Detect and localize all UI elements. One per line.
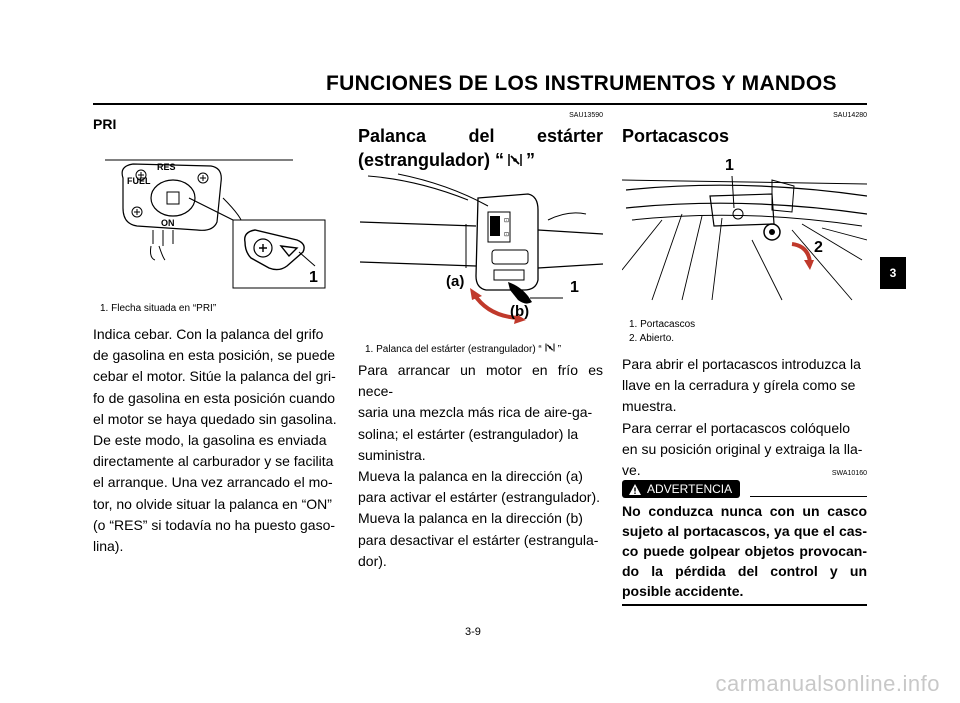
direction-a-label: (a) bbox=[446, 273, 465, 290]
page-number: 3-9 bbox=[465, 626, 481, 638]
warning-triangle-icon bbox=[628, 483, 642, 496]
body-line: Mueva la palanca en la dirección (a) bbox=[358, 468, 583, 485]
body-line: para activar el estárter (estrangulador). bbox=[358, 489, 600, 506]
body-line: Para arrancar un motor en frío es nece- bbox=[358, 362, 603, 400]
heading-text: ” bbox=[526, 150, 536, 170]
body-line: ve. bbox=[622, 462, 641, 479]
body-line: Para abrir el portacascos introduzca la bbox=[622, 356, 861, 372]
callout-1: 1 bbox=[570, 279, 579, 296]
warning-line: co puede golpear objetos provocan- bbox=[622, 543, 867, 559]
body-line: en su posición original y extraiga la lla- bbox=[622, 440, 863, 457]
warning-badge bbox=[622, 480, 740, 498]
body-line: muestra. bbox=[622, 398, 677, 415]
warning-line: do la pérdida del control y un bbox=[622, 563, 867, 579]
section-heading-pri: PRI bbox=[93, 116, 117, 132]
body-line: para desactivar el estárter (estrangula- bbox=[358, 531, 599, 548]
figure-choke-lever bbox=[358, 170, 603, 330]
callout-2: 2 bbox=[814, 239, 823, 256]
heading-text: (estrangulador) “ bbox=[358, 150, 505, 170]
warning-line: sujeto al portacascos, ya que el cas- bbox=[622, 523, 867, 539]
figure-caption: 1. Flecha situada en “PRI” bbox=[100, 303, 217, 314]
col2-body bbox=[358, 360, 603, 572]
svg-text:⊡: ⊡ bbox=[504, 232, 510, 238]
warning-top-rule bbox=[750, 496, 867, 497]
body-line: solina; el estárter (estrangulador) la bbox=[358, 425, 579, 442]
direction-b-label: (b) bbox=[510, 303, 530, 320]
figure-fuel-cock bbox=[93, 148, 341, 294]
on-label: ON bbox=[161, 218, 175, 228]
figure-helmet-holder bbox=[622, 150, 867, 310]
body-line: Para cerrar el portacascos colóquelo bbox=[622, 419, 851, 436]
fuel-label: FUEL bbox=[127, 176, 151, 186]
body-line: el arranque. Una vez arrancado el mo- bbox=[93, 474, 333, 491]
section-code: SAU13590 bbox=[569, 112, 603, 119]
figure-caption bbox=[365, 342, 561, 357]
warning-line: No conduzca nunca con un casco bbox=[622, 503, 867, 519]
body-line: cebar el motor. Sitúe la palanca del gri- bbox=[93, 368, 336, 385]
body-line: saria una mezcla más rica de aire-ga- bbox=[358, 404, 593, 421]
warning-code: SWA10160 bbox=[831, 470, 867, 477]
body-line: dor). bbox=[358, 552, 387, 569]
warning-box bbox=[622, 480, 867, 606]
warning-header bbox=[622, 480, 867, 498]
body-line: directamente al carburador y se facilita bbox=[93, 453, 334, 470]
body-line: el motor se haya quedado sin gasolina. bbox=[93, 410, 337, 427]
heading-line-1: Palanca del estárter bbox=[358, 126, 603, 146]
body-line: lina). bbox=[93, 538, 124, 555]
caption-text: ” bbox=[557, 344, 562, 355]
body-line: (o “RES” si todavía no ha puesto gaso- bbox=[93, 516, 336, 533]
caption-text: 1. Palanca del estárter (estrangulador) “ bbox=[365, 344, 542, 355]
figure-caption bbox=[629, 318, 695, 346]
caption-line: 1. Portacascos bbox=[629, 319, 696, 330]
section-code: SAU14280 bbox=[833, 112, 867, 119]
heading-line-2 bbox=[358, 148, 603, 172]
body-line: fo de gasolina en esta posición cuando bbox=[93, 389, 336, 406]
callout-1: 1 bbox=[725, 157, 734, 174]
watermark: carmanualsonline.info bbox=[715, 671, 940, 696]
section-heading-helmet-holder: Portacascos bbox=[622, 126, 730, 146]
body-line: llave en la cerradura y gírela como se bbox=[622, 377, 856, 394]
body-line: Mueva la palanca en la dirección (b) bbox=[358, 510, 583, 527]
callout-1: 1 bbox=[309, 269, 318, 286]
choke-symbol-icon bbox=[544, 342, 556, 353]
section-heading-choke bbox=[358, 124, 603, 172]
caption-line: 2. Abierto. bbox=[629, 333, 675, 344]
body-line: Indica cebar. Con la palanca del grifo bbox=[93, 326, 324, 342]
res-label: RES bbox=[157, 162, 176, 172]
warning-badge-label: ADVERTENCIA bbox=[647, 482, 733, 496]
body-line: tor, no olvide situar la palanca en “ON” bbox=[93, 495, 332, 512]
warning-bottom-rule bbox=[622, 604, 867, 606]
page-header-title: FUNCIONES DE LOS INSTRUMENTOS Y MANDOS bbox=[326, 72, 837, 95]
col1-body bbox=[93, 324, 341, 557]
body-line: De este modo, la gasolina es enviada bbox=[93, 432, 327, 449]
body-line: suministra. bbox=[358, 446, 426, 463]
chapter-tab[interactable]: 3 bbox=[880, 257, 906, 289]
body-line: de gasolina en esta posición, se puede bbox=[93, 347, 336, 364]
warning-line: posible accidente. bbox=[622, 583, 744, 599]
svg-text:⊡: ⊡ bbox=[504, 218, 510, 224]
header-rule bbox=[93, 103, 867, 105]
choke-symbol-icon bbox=[506, 152, 524, 168]
col3-body bbox=[622, 354, 867, 481]
warning-text bbox=[622, 501, 867, 601]
